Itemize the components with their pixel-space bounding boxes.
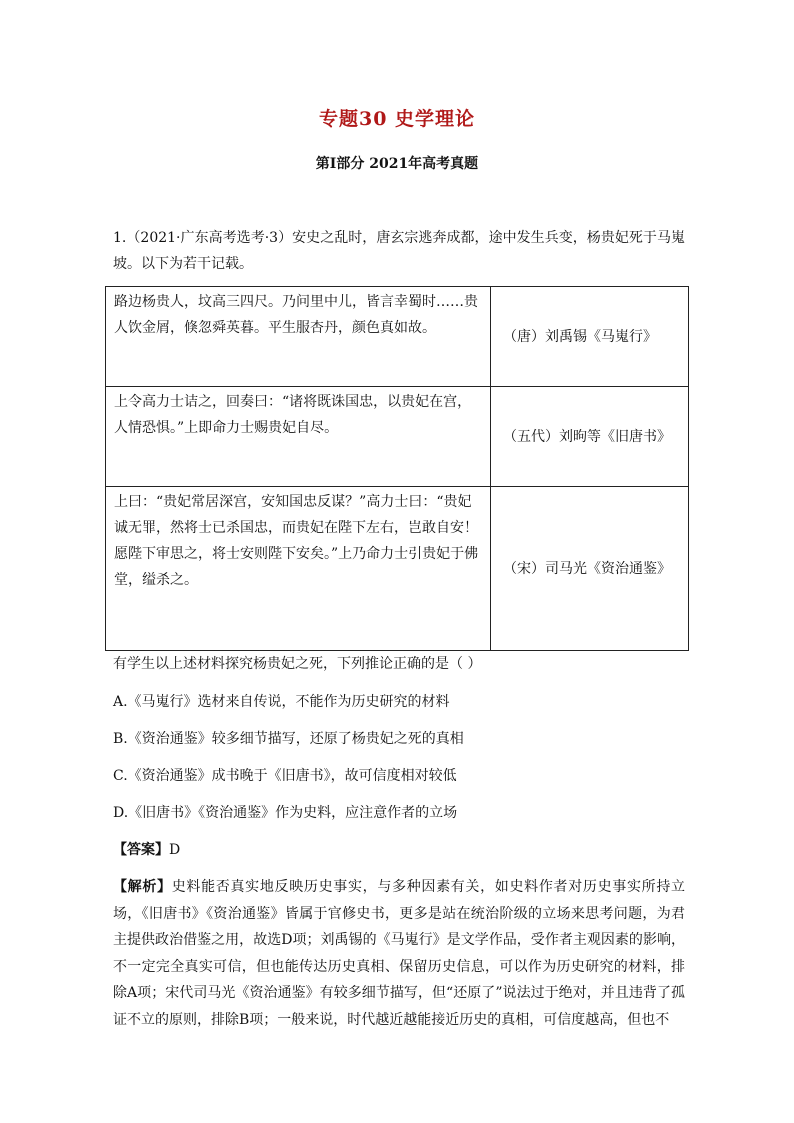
analysis-text: 史料能否真实地反映历史事实，与多种因素有关，如史料作者对历史事实所持立场，《旧唐书》《资治通鉴》皆属于官修史书，更多是站在统治阶级的立场来思考问题，为君主提供政治借鉴之用，故选D项；刘禹锡的《马嵬行》是文学作品，受作者主观因素的影响，不一定完全真实可信，但也能传达历史真相、保留历史信息，可以作为历史研究的材料，排除A项；宋代司马光《资治通鉴》有较多细节描写，但“还原了”说法过于绝对，并且违背了孤证不立的原则，排除B项；一般来说，时代越近越能接近历史的真相，可信度越高，但也不 (113, 879, 686, 1028)
option-b: B.《资治通鉴》较多细节描写，还原了杨贵妃之死的真相 (113, 731, 464, 747)
question-prompt: 有学生以上述材料探究杨贵妃之死，下列推论正确的是（ ） (113, 656, 482, 672)
option-d: D.《旧唐书》《资治通鉴》作为史料，应注意作者的立场 (113, 805, 458, 821)
source-text: 上曰：“贵妃常居深宫，安知国忠反谋？”高力士曰：“贵妃诚无罪，然将士已杀国忠，而贵妃在陛下左右，岂敢自安！愿陛下审思之，将士安则陛下安矣。”上乃命力士引贵妃于佛堂，缢杀之。 (114, 494, 479, 588)
document-title: 专题30 史学理论 (318, 108, 476, 130)
source-text-cell (106, 487, 491, 651)
source-citation: （唐）刘禹锡《马嵬行》 (491, 287, 689, 387)
source-table (105, 286, 689, 651)
table-row (106, 287, 689, 387)
table-row (106, 387, 689, 487)
option-a: A.《马嵬行》选材来自传说，不能作为历史研究的材料 (113, 694, 450, 710)
source-text-cell (106, 387, 491, 487)
source-citation: （宋）司马光《资治通鉴》 (491, 487, 689, 651)
source-text-cell (106, 287, 491, 387)
answer-value: D (169, 842, 181, 858)
source-citation: （五代）刘昫等《旧唐书》 (491, 387, 689, 487)
source-text: 路边杨贵人，坟高三四尺。乃问里中儿，皆言幸蜀时……贵人饮金屑，倏忽舜英暮。平生服杏丹，颜色真如故。 (114, 294, 478, 336)
section-subtitle: 第Ⅰ部分 2021年高考真题 (315, 156, 479, 172)
answer-line (113, 838, 180, 862)
question-stem: 1.（2021·广东高考选考·3）安史之乱时，唐玄宗逃奔成都，途中发生兵变，杨贵妃死于马嵬坡。以下为若干记载。 (113, 230, 685, 272)
option-c: C.《资治通鉴》成书晚于《旧唐书》，故可信度相对较低 (113, 768, 457, 784)
answer-label: 【答案】 (113, 842, 169, 858)
analysis-paragraph (113, 874, 685, 1033)
source-text: 上令高力士诘之，回奏曰：“诸将既诛国忠，以贵妃在宫，人情恐惧。”上即命力士赐贵妃自尽。 (114, 394, 472, 436)
table-row (106, 487, 689, 651)
analysis-label: 【解析】 (113, 879, 172, 895)
